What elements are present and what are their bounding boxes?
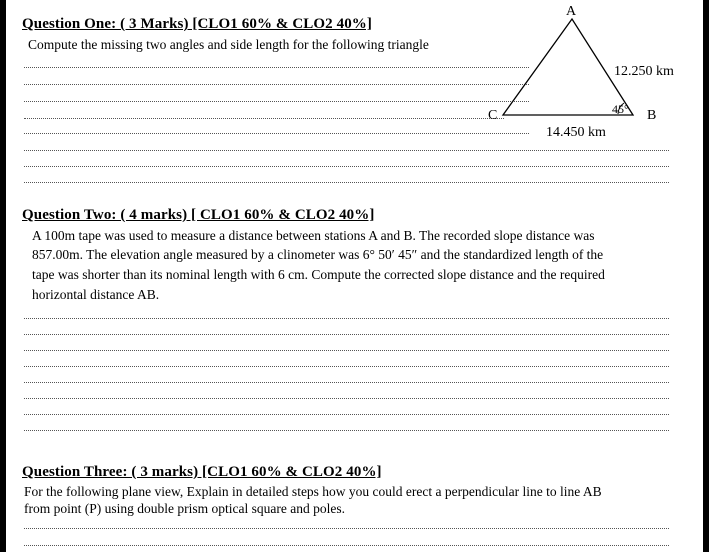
vertex-a-label: A — [566, 4, 577, 19]
question-three-line-2: from point (P) using double prism optical square and poles. — [24, 501, 345, 516]
answer-line — [24, 545, 669, 546]
answer-line — [24, 414, 669, 415]
angle-b-label: 45° — [612, 102, 629, 116]
question-two-title: Question Two: ( 4 marks) [ CLO1 60% & CLO2 40%] — [22, 207, 375, 223]
answer-line — [24, 528, 669, 529]
question-three-title: Question Three: ( 3 marks) [CLO1 60% & CLO2 40%] — [22, 464, 382, 480]
answer-line — [24, 182, 669, 183]
answer-line — [24, 366, 669, 367]
answer-line — [24, 334, 669, 335]
side-ab-label: 12.250 km — [614, 64, 674, 79]
question-two-line-1: A 100m tape was used to measure a distance between stations A and B. The recorded slope distance was — [32, 228, 595, 243]
answer-line — [24, 350, 669, 351]
answer-line — [24, 382, 669, 383]
answer-line — [24, 398, 669, 399]
exam-page — [6, 0, 703, 552]
answer-line — [24, 150, 669, 151]
answer-line — [24, 166, 669, 167]
vertex-c-label: C — [488, 108, 498, 123]
vertex-b-label: B — [647, 108, 657, 123]
answer-line — [24, 133, 529, 134]
question-one-title: Question One: ( 3 Marks) [CLO1 60% & CLO2 40%] — [22, 16, 373, 32]
answer-line — [24, 318, 669, 319]
answer-line — [24, 67, 529, 68]
question-two-line-2: 857.00m. The elevation angle measured by a clinometer was 6° 50′ 45″ and the standardized length of the — [32, 247, 604, 262]
answer-line — [24, 430, 669, 431]
question-two-line-4: horizontal distance AB. — [32, 287, 160, 302]
side-cb-label: 14.450 km — [546, 125, 606, 140]
answer-line — [24, 118, 504, 119]
question-three-line-1: For the following plane view, Explain in detailed steps how you could erect a perpendicular line to line AB — [24, 484, 602, 499]
question-two-line-3: tape was shorter than its nominal length with 6 cm. Compute the corrected slope distance and the required — [32, 267, 605, 282]
answer-line — [24, 101, 529, 102]
question-one-body: Compute the missing two angles and side length for the following triangle — [28, 37, 429, 52]
answer-line — [24, 84, 529, 85]
triangle-diagram — [486, 5, 686, 140]
